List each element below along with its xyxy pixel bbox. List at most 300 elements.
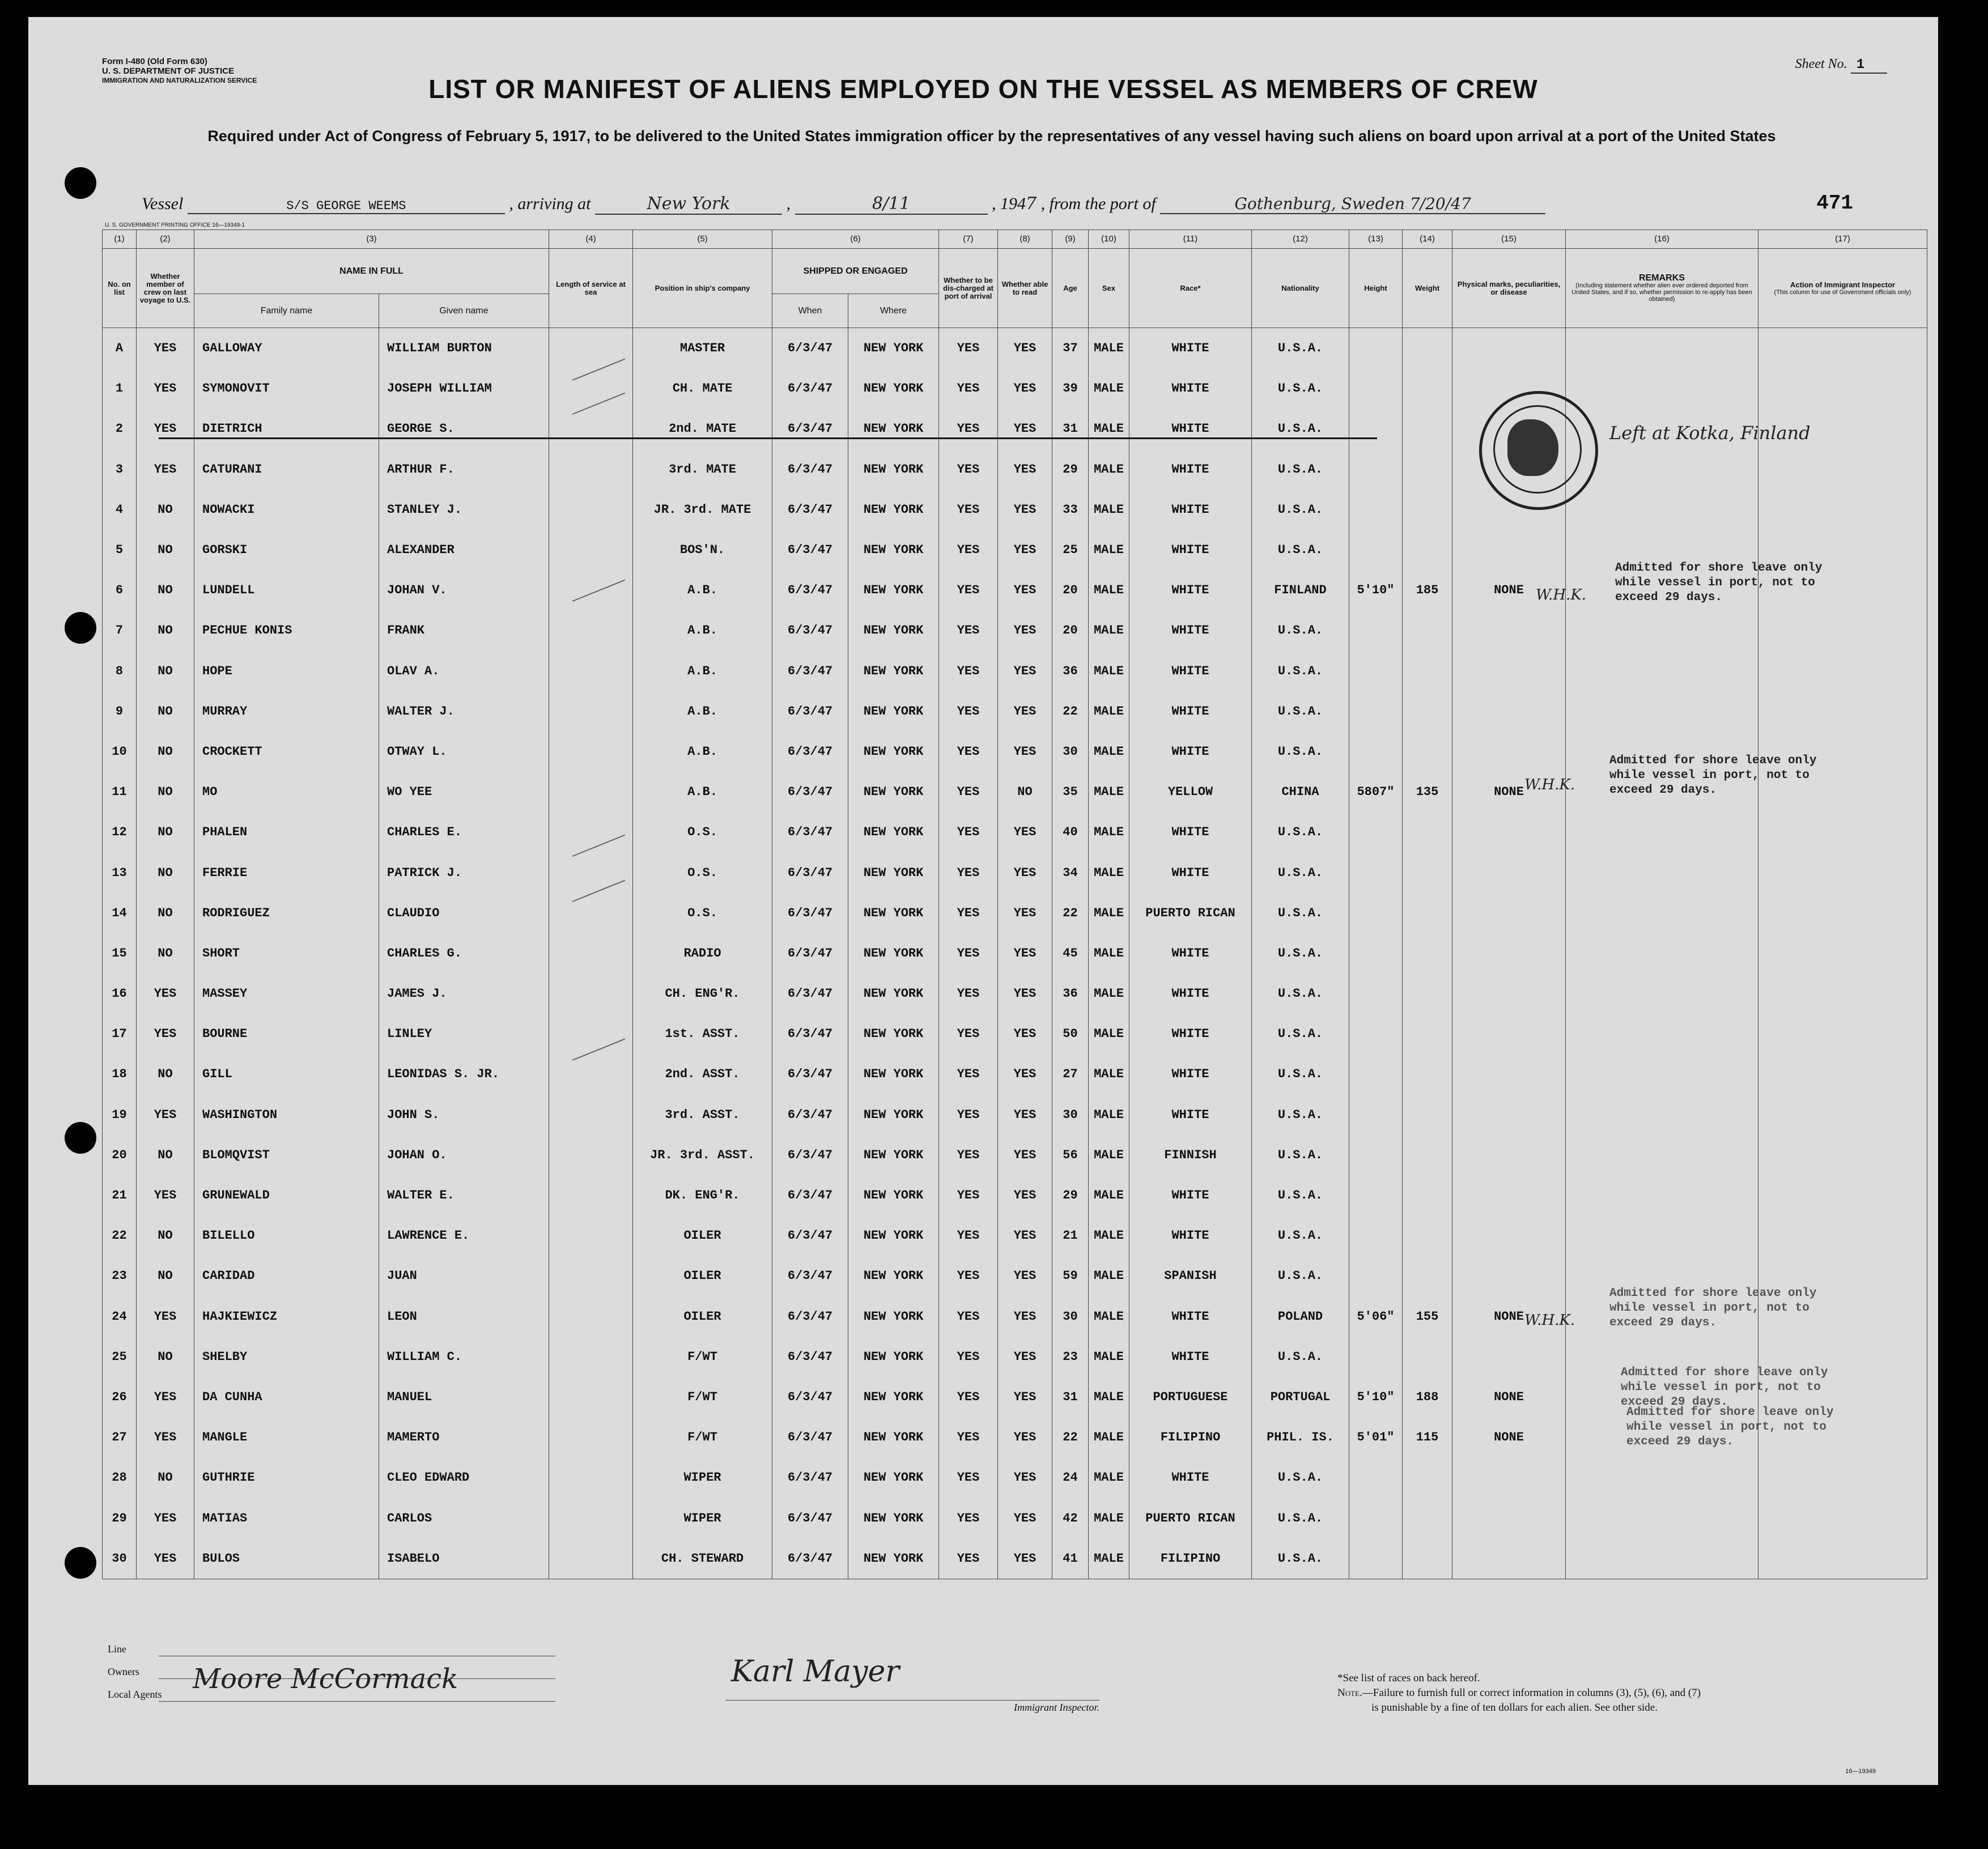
sex-cell: MALE xyxy=(1089,732,1129,772)
height-cell xyxy=(1349,409,1403,449)
discharged-cell: YES xyxy=(939,1175,998,1215)
col-num: (13) xyxy=(1349,230,1403,249)
initials-row24: W.H.K. xyxy=(1524,1312,1575,1329)
row-number-cell: 25 xyxy=(103,1337,137,1377)
length-of-service-cell xyxy=(549,530,633,570)
family-name-cell: MANGLE xyxy=(194,1417,379,1457)
row-number-cell: 2 xyxy=(103,409,137,449)
shipped-where-cell: NEW YORK xyxy=(848,691,939,732)
remark-line: while vessel in port, not to xyxy=(1621,1381,1821,1394)
length-of-service-cell xyxy=(549,933,633,974)
race-cell: WHITE xyxy=(1129,409,1252,449)
race-cell: WHITE xyxy=(1129,530,1252,570)
discharged-cell: YES xyxy=(939,893,998,933)
remark-line: while vessel in port, not to xyxy=(1609,769,1809,782)
shipped-where-cell: NEW YORK xyxy=(848,570,939,610)
physical-marks-cell xyxy=(1452,691,1566,732)
discharged-cell: YES xyxy=(939,1135,998,1175)
nationality-cell: POLAND xyxy=(1252,1297,1349,1337)
given-name-cell: MANUEL xyxy=(379,1377,549,1417)
length-of-service-cell xyxy=(549,651,633,691)
weight-cell xyxy=(1403,893,1452,933)
shipped-where-cell: NEW YORK xyxy=(848,1054,939,1094)
given-name-cell: CARLOS xyxy=(379,1498,549,1538)
inspector-signature: Karl Mayer xyxy=(731,1655,900,1689)
height-cell xyxy=(1349,1095,1403,1135)
row-number-cell: 17 xyxy=(103,1014,137,1054)
shipped-where-cell: NEW YORK xyxy=(848,1297,939,1337)
family-name-cell: PHALEN xyxy=(194,812,379,852)
position-cell: CH. ENG'R. xyxy=(633,974,772,1014)
shipped-where-cell: NEW YORK xyxy=(848,368,939,409)
row-number-cell: 28 xyxy=(103,1457,137,1498)
member-last-voyage-cell: NO xyxy=(137,933,194,974)
race-cell: WHITE xyxy=(1129,1337,1252,1377)
shipped-where-cell: NEW YORK xyxy=(848,651,939,691)
stamp-emblem xyxy=(1507,419,1558,476)
inspector-action-cell xyxy=(1758,974,1927,1014)
given-name-cell: STANLEY J. xyxy=(379,490,549,530)
race-cell: WHITE xyxy=(1129,651,1252,691)
shipped-where-cell: NEW YORK xyxy=(848,1417,939,1457)
agents-label: Local Agents xyxy=(108,1689,162,1700)
nationality-cell: U.S.A. xyxy=(1252,1337,1349,1377)
crew-row xyxy=(103,933,1927,974)
race-cell: WHITE xyxy=(1129,812,1252,852)
inspector-action-cell xyxy=(1758,610,1927,651)
given-name-cell: WO YEE xyxy=(379,772,549,812)
initials-row11: W.H.K. xyxy=(1524,776,1575,793)
nationality-cell: U.S.A. xyxy=(1252,893,1349,933)
age-cell: 29 xyxy=(1052,449,1089,490)
nationality-cell: PHIL. IS. xyxy=(1252,1417,1349,1457)
given-name-cell: ARTHUR F. xyxy=(379,449,549,490)
remark-row6 xyxy=(1615,561,1822,605)
age-cell: 30 xyxy=(1052,732,1089,772)
sex-cell: MALE xyxy=(1089,1498,1129,1538)
able-to-read-cell: YES xyxy=(998,368,1052,409)
position-cell: O.S. xyxy=(633,893,772,933)
height-cell xyxy=(1349,1337,1403,1377)
shipped-when-cell: 6/3/47 xyxy=(772,1215,848,1256)
length-of-service-cell xyxy=(549,1054,633,1094)
able-to-read-cell: YES xyxy=(998,1297,1052,1337)
length-of-service-cell xyxy=(549,1297,633,1337)
discharged-cell: YES xyxy=(939,691,998,732)
length-of-service-cell xyxy=(549,368,633,409)
remark-row24 xyxy=(1609,1286,1816,1331)
shipped-when-cell: 6/3/47 xyxy=(772,1054,848,1094)
given-name-cell: WILLIAM C. xyxy=(379,1337,549,1377)
weight-cell xyxy=(1403,490,1452,530)
discharged-cell: YES xyxy=(939,409,998,449)
col-num: (16) xyxy=(1566,230,1758,249)
length-of-service-cell xyxy=(549,1215,633,1256)
length-of-service-cell xyxy=(549,449,633,490)
member-last-voyage-cell: NO xyxy=(137,852,194,892)
nationality-cell: U.S.A. xyxy=(1252,732,1349,772)
header-discharged: Whether to be dis-charged at port of arrival xyxy=(939,249,998,328)
initials-row6: W.H.K. xyxy=(1536,586,1587,603)
sex-cell: MALE xyxy=(1089,409,1129,449)
header-height: Height xyxy=(1349,249,1403,328)
family-name-cell: RODRIGUEZ xyxy=(194,893,379,933)
physical-marks-cell xyxy=(1452,812,1566,852)
races-note: *See list of races on back hereof. xyxy=(1337,1672,1480,1684)
given-name-cell: CHARLES E. xyxy=(379,812,549,852)
height-cell xyxy=(1349,1256,1403,1296)
physical-marks-cell xyxy=(1452,1256,1566,1296)
family-name-cell: CARIDAD xyxy=(194,1256,379,1296)
length-of-service-cell xyxy=(549,732,633,772)
shipped-where-cell: NEW YORK xyxy=(848,893,939,933)
able-to-read-cell: YES xyxy=(998,1095,1052,1135)
age-cell: 31 xyxy=(1052,409,1089,449)
remark-row11 xyxy=(1609,754,1816,798)
able-to-read-cell: YES xyxy=(998,933,1052,974)
remarks-title: REMARKS xyxy=(1639,273,1685,283)
position-cell: OILER xyxy=(633,1215,772,1256)
inspector-action-cell xyxy=(1758,368,1927,409)
age-cell: 36 xyxy=(1052,974,1089,1014)
sex-cell: MALE xyxy=(1089,1417,1129,1457)
race-cell: FILIPINO xyxy=(1129,1417,1252,1457)
able-to-read-cell: YES xyxy=(998,974,1052,1014)
physical-marks-cell xyxy=(1452,328,1566,369)
shipped-where-cell: NEW YORK xyxy=(848,732,939,772)
discharged-cell: YES xyxy=(939,328,998,369)
shipped-when-cell: 6/3/47 xyxy=(772,1256,848,1296)
arriving-label: , arriving at xyxy=(509,194,591,213)
remark-line: Admitted for shore leave only xyxy=(1609,1287,1817,1300)
crew-row xyxy=(103,852,1927,892)
position-cell: CH. STEWARD xyxy=(633,1538,772,1579)
position-cell: A.B. xyxy=(633,691,772,732)
able-to-read-cell: YES xyxy=(998,1538,1052,1579)
remarks-cell xyxy=(1566,1538,1758,1579)
binder-hole xyxy=(65,1547,96,1579)
length-of-service-cell xyxy=(549,490,633,530)
race-cell: WHITE xyxy=(1129,449,1252,490)
able-to-read-cell: YES xyxy=(998,530,1052,570)
agents-signature: Moore McCormack xyxy=(193,1663,458,1695)
able-to-read-cell: YES xyxy=(998,1215,1052,1256)
nationality-cell: U.S.A. xyxy=(1252,449,1349,490)
able-to-read-cell: YES xyxy=(998,651,1052,691)
binder-hole xyxy=(65,1122,96,1154)
sex-cell: MALE xyxy=(1089,1337,1129,1377)
header-position: Position in ship's company xyxy=(633,249,772,328)
able-to-read-cell: YES xyxy=(998,1457,1052,1498)
length-of-service-cell xyxy=(549,570,633,610)
header-family-name: Family name xyxy=(194,294,379,328)
sex-cell: MALE xyxy=(1089,449,1129,490)
family-name-cell: BLOMQVIST xyxy=(194,1135,379,1175)
able-to-read-cell: YES xyxy=(998,1135,1052,1175)
inspector-label: Immigrant Inspector. xyxy=(1014,1702,1099,1713)
discharged-cell: YES xyxy=(939,1256,998,1296)
race-cell: WHITE xyxy=(1129,328,1252,369)
sex-cell: MALE xyxy=(1089,893,1129,933)
action-note: (This column for use of Government officials only) xyxy=(1774,288,1911,296)
header-able-to-read: Whether able to read xyxy=(998,249,1052,328)
sex-cell: MALE xyxy=(1089,1457,1129,1498)
length-of-service-cell xyxy=(549,1377,633,1417)
height-cell xyxy=(1349,490,1403,530)
height-cell xyxy=(1349,893,1403,933)
from-port-label: , from the port of xyxy=(1040,194,1156,213)
age-cell: 20 xyxy=(1052,610,1089,651)
position-cell: A.B. xyxy=(633,610,772,651)
header-weight: Weight xyxy=(1403,249,1452,328)
position-cell: JR. 3rd. MATE xyxy=(633,490,772,530)
length-of-service-cell xyxy=(549,1095,633,1135)
height-cell xyxy=(1349,368,1403,409)
race-cell: WHITE xyxy=(1129,852,1252,892)
member-last-voyage-cell: YES xyxy=(137,1297,194,1337)
weight-cell xyxy=(1403,852,1452,892)
remarks-cell xyxy=(1566,933,1758,974)
physical-marks-cell xyxy=(1452,893,1566,933)
family-name-cell: BOURNE xyxy=(194,1014,379,1054)
nationality-cell: U.S.A. xyxy=(1252,1175,1349,1215)
remark-line: Admitted for shore leave only xyxy=(1615,562,1823,575)
member-last-voyage-cell: YES xyxy=(137,368,194,409)
family-name-cell: GALLOWAY xyxy=(194,328,379,369)
given-name-cell: WALTER E. xyxy=(379,1175,549,1215)
shipped-when-cell: 6/3/47 xyxy=(772,1175,848,1215)
member-last-voyage-cell: NO xyxy=(137,1337,194,1377)
able-to-read-cell: YES xyxy=(998,1337,1052,1377)
sex-cell: MALE xyxy=(1089,974,1129,1014)
crew-row xyxy=(103,1215,1927,1256)
family-name-cell: GILL xyxy=(194,1054,379,1094)
sex-cell: MALE xyxy=(1089,1175,1129,1215)
binder-hole xyxy=(65,612,96,644)
weight-cell xyxy=(1403,974,1452,1014)
shipped-when-cell: 6/3/47 xyxy=(772,812,848,852)
family-name-cell: CATURANI xyxy=(194,449,379,490)
race-cell: WHITE xyxy=(1129,933,1252,974)
race-cell: WHITE xyxy=(1129,974,1252,1014)
age-cell: 59 xyxy=(1052,1256,1089,1296)
able-to-read-cell: YES xyxy=(998,1014,1052,1054)
vessel-label: Vessel xyxy=(142,194,184,213)
page-title: LIST OR MANIFEST OF ALIENS EMPLOYED ON THE VESSEL AS MEMBERS OF CREW xyxy=(428,74,1538,104)
family-name-cell: PECHUE KONIS xyxy=(194,610,379,651)
height-cell xyxy=(1349,1014,1403,1054)
crew-row xyxy=(103,812,1927,852)
weight-cell xyxy=(1403,1256,1452,1296)
race-cell: WHITE xyxy=(1129,610,1252,651)
race-cell: WHITE xyxy=(1129,490,1252,530)
age-cell: 22 xyxy=(1052,893,1089,933)
col-num: (17) xyxy=(1758,230,1927,249)
vessel-line: Vessel S/S GEORGE WEEMS , arriving at New York , 8/11 , 1947 , from the port of Gothenburg, Sweden 7/20/47 xyxy=(142,194,1545,215)
able-to-read-cell: YES xyxy=(998,409,1052,449)
inspector-action-cell xyxy=(1758,1498,1927,1538)
nationality-cell: FINLAND xyxy=(1252,570,1349,610)
weight-cell xyxy=(1403,409,1452,449)
strikethrough-line xyxy=(159,437,1377,439)
sex-cell: MALE xyxy=(1089,490,1129,530)
manifest-number: 471 xyxy=(1816,192,1853,215)
given-name-cell: GEORGE S. xyxy=(379,409,549,449)
crew-row xyxy=(103,610,1927,651)
nationality-cell: U.S.A. xyxy=(1252,530,1349,570)
age-cell: 50 xyxy=(1052,1014,1089,1054)
given-name-cell: CHARLES G. xyxy=(379,933,549,974)
shipped-where-cell: NEW YORK xyxy=(848,328,939,369)
physical-marks-cell: NONE xyxy=(1452,772,1566,812)
nationality-cell: U.S.A. xyxy=(1252,974,1349,1014)
family-name-cell: SYMONOVIT xyxy=(194,368,379,409)
physical-marks-cell xyxy=(1452,530,1566,570)
weight-cell: 155 xyxy=(1403,1297,1452,1337)
agents-underline xyxy=(159,1701,555,1702)
discharged-cell: YES xyxy=(939,1377,998,1417)
sex-cell: MALE xyxy=(1089,1297,1129,1337)
weight-cell xyxy=(1403,1135,1452,1175)
height-cell xyxy=(1349,1498,1403,1538)
able-to-read-cell: YES xyxy=(998,1417,1052,1457)
member-last-voyage-cell: NO xyxy=(137,691,194,732)
able-to-read-cell: YES xyxy=(998,449,1052,490)
crew-row xyxy=(103,1538,1927,1579)
remarks-cell xyxy=(1566,691,1758,732)
family-name-cell: SHELBY xyxy=(194,1337,379,1377)
nationality-cell: U.S.A. xyxy=(1252,1457,1349,1498)
remarks-cell xyxy=(1566,1014,1758,1054)
crew-row xyxy=(103,893,1927,933)
discharged-cell: YES xyxy=(939,812,998,852)
shipped-when-cell: 6/3/47 xyxy=(772,893,848,933)
nationality-cell: U.S.A. xyxy=(1252,610,1349,651)
weight-cell xyxy=(1403,691,1452,732)
action-title: Action of Immigrant Inspector xyxy=(1790,280,1895,289)
physical-marks-cell xyxy=(1452,1135,1566,1175)
family-name-cell: DA CUNHA xyxy=(194,1377,379,1417)
given-name-cell: JOSEPH WILLIAM xyxy=(379,368,549,409)
crew-row xyxy=(103,368,1927,409)
length-of-service-cell xyxy=(549,409,633,449)
shipped-when-cell: 6/3/47 xyxy=(772,368,848,409)
member-last-voyage-cell: YES xyxy=(137,1417,194,1457)
physical-marks-cell xyxy=(1452,1014,1566,1054)
age-cell: 27 xyxy=(1052,1054,1089,1094)
age-cell: 56 xyxy=(1052,1135,1089,1175)
age-cell: 22 xyxy=(1052,1417,1089,1457)
crew-row xyxy=(103,1014,1927,1054)
nationality-cell: U.S.A. xyxy=(1252,328,1349,369)
bottom-form-number: 16—19349 xyxy=(1845,1768,1876,1775)
printer-note: U. S. GOVERNMENT PRINTING OFFICE 16—19349-1 xyxy=(105,222,245,228)
header-row-1 xyxy=(103,249,1927,294)
discharged-cell: YES xyxy=(939,732,998,772)
height-cell xyxy=(1349,530,1403,570)
inspector-action-cell xyxy=(1758,812,1927,852)
race-cell: WHITE xyxy=(1129,1297,1252,1337)
crew-row xyxy=(103,449,1927,490)
member-last-voyage-cell: YES xyxy=(137,1498,194,1538)
height-cell: 5807" xyxy=(1349,772,1403,812)
inspector-action-cell xyxy=(1758,1175,1927,1215)
member-last-voyage-cell: NO xyxy=(137,1215,194,1256)
shipped-when-cell: 6/3/47 xyxy=(772,490,848,530)
able-to-read-cell: YES xyxy=(998,732,1052,772)
sex-cell: MALE xyxy=(1089,1377,1129,1417)
row-number-cell: 13 xyxy=(103,852,137,892)
shipped-where-cell: NEW YORK xyxy=(848,1256,939,1296)
position-cell: F/WT xyxy=(633,1337,772,1377)
weight-cell xyxy=(1403,1457,1452,1498)
weight-cell: 185 xyxy=(1403,570,1452,610)
nationality-cell: U.S.A. xyxy=(1252,933,1349,974)
position-cell: A.B. xyxy=(633,732,772,772)
shipped-where-cell: NEW YORK xyxy=(848,1498,939,1538)
sex-cell: MALE xyxy=(1089,570,1129,610)
inspector-action-cell xyxy=(1758,1538,1927,1579)
member-last-voyage-cell: NO xyxy=(137,732,194,772)
age-cell: 22 xyxy=(1052,691,1089,732)
remarks-cell xyxy=(1566,490,1758,530)
inspector-action-cell xyxy=(1758,1014,1927,1054)
row-number-cell: 19 xyxy=(103,1095,137,1135)
member-last-voyage-cell: YES xyxy=(137,1095,194,1135)
height-cell xyxy=(1349,1135,1403,1175)
able-to-read-cell: YES xyxy=(998,328,1052,369)
inspector-action-cell xyxy=(1758,893,1927,933)
given-name-cell: MAMERTO xyxy=(379,1417,549,1457)
remarks-cell xyxy=(1566,1215,1758,1256)
inspector-action-cell xyxy=(1758,691,1927,732)
nationality-cell: U.S.A. xyxy=(1252,691,1349,732)
discharged-cell: YES xyxy=(939,1457,998,1498)
given-name-cell: ISABELO xyxy=(379,1538,549,1579)
nationality-cell: U.S.A. xyxy=(1252,1256,1349,1296)
able-to-read-cell: YES xyxy=(998,1377,1052,1417)
discharged-cell: YES xyxy=(939,530,998,570)
length-of-service-cell xyxy=(549,1417,633,1457)
fine-note-continued: is punishable by a fine of ten dollars for each alien. See other side. xyxy=(1371,1702,1658,1714)
row-number-cell: 8 xyxy=(103,651,137,691)
given-name-cell: JOHAN O. xyxy=(379,1135,549,1175)
age-cell: 39 xyxy=(1052,368,1089,409)
discharged-cell: YES xyxy=(939,1337,998,1377)
weight-cell xyxy=(1403,1175,1452,1215)
weight-cell: 115 xyxy=(1403,1417,1452,1457)
fine-note xyxy=(1337,1686,1701,1700)
height-cell xyxy=(1349,812,1403,852)
position-cell: F/WT xyxy=(633,1417,772,1457)
header-member-last-voyage: Whether member of crew on last voyage to U.S. xyxy=(137,249,194,328)
member-last-voyage-cell: NO xyxy=(137,490,194,530)
shipped-when-cell: 6/3/47 xyxy=(772,1135,848,1175)
inspector-action-cell xyxy=(1758,1135,1927,1175)
remarks-cell xyxy=(1566,328,1758,369)
shipped-where-cell: NEW YORK xyxy=(848,1538,939,1579)
height-cell xyxy=(1349,449,1403,490)
family-name-cell: GORSKI xyxy=(194,530,379,570)
header-age: Age xyxy=(1052,249,1089,328)
shipped-where-cell: NEW YORK xyxy=(848,812,939,852)
family-name-cell: HAJKIEWICZ xyxy=(194,1297,379,1337)
remark-line: Admitted for shore leave only xyxy=(1609,754,1817,767)
height-cell: 5'10" xyxy=(1349,1377,1403,1417)
length-of-service-cell xyxy=(549,691,633,732)
length-of-service-cell xyxy=(549,812,633,852)
height-cell xyxy=(1349,933,1403,974)
